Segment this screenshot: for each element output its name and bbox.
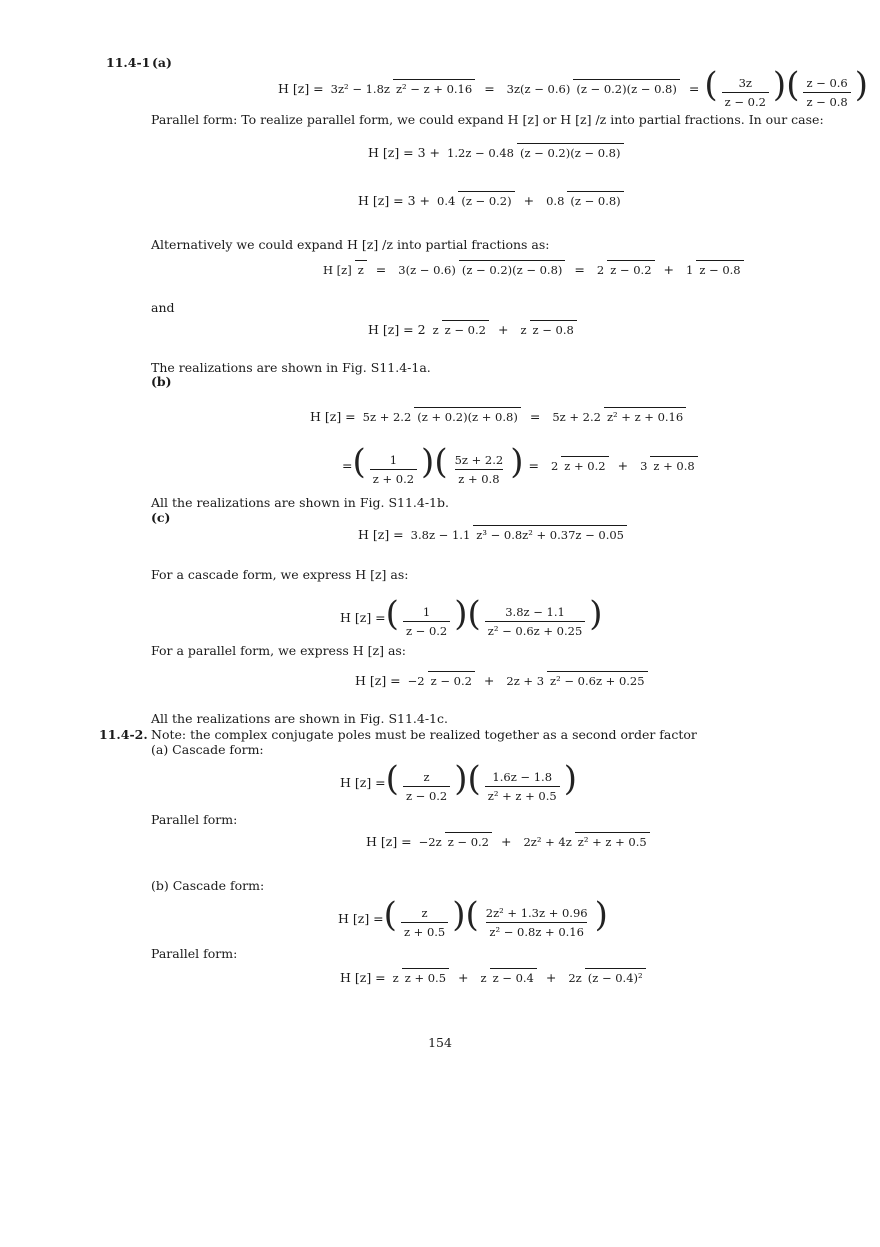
equation: H [z] = 3 + 1.2z − 0.48 (z − 0.2)(z − 0.8) [368,145,628,160]
fraction: 0.4 (z − 0.2) [434,194,515,208]
fraction: 2z (z − 0.4)² [565,971,645,985]
fraction: $\frac{1.6z - 1.8}{\text{z² + z + 0.5}}$ [485,770,560,803]
paragraph: Parallel form: [151,946,238,961]
page-number: 154 [428,1035,452,1050]
fraction: 3(z − 0.6) (z − 0.2)(z − 0.8) [395,263,565,277]
fraction: $\frac{z}{z + 0.5}$ [401,906,448,939]
equation: H [z] = 3.8z − 1.1 z³ − 0.8z² + 0.37z − 0.05 [358,527,631,542]
equation: H [z] = 3z² − 1.8z z² − z + 0.16 = 3z(z − 0.6) (z − 0.2)(z − 0.8) = ( $\frac{3z}{z - 0.2}$ ) ( $\frac{z - 0.6}{z - 0.8}$ ) [278,65,869,109]
equation: H [z] = 3 + 0.4 (z − 0.2) + 0.8 (z − 0.8) [358,193,628,208]
fraction: $\frac{1}{z - 0.2}$ [403,605,450,638]
problem-label: 11.4-2. [99,727,148,742]
part-label: (b) [151,374,172,389]
fraction: −2 z − 0.2 [405,674,475,688]
fraction: 2z + 3 z² − 0.6z + 0.25 [503,674,647,688]
equation: = ( $\frac{1}{z + 0.2}$ ) ( $\frac{5z + 2.2}{z + 0.8}$ ) = 2 z + 0.2 + 3 z + 0.8 [342,445,702,486]
fraction: 2 z − 0.2 [594,263,655,277]
part-label: (a) Cascade form: [151,742,264,757]
fraction: z z − 0.4 [478,971,537,985]
fraction: 1.2z − 0.48 (z − 0.2)(z − 0.8) [444,146,623,160]
paragraph: For a cascade form, we express H [z] as: [151,567,409,582]
fraction: 5z + 2.2 z² + z + 0.16 [549,410,686,424]
fraction: $\frac{1}{z + 0.2}$ [370,453,417,486]
paragraph: Parallel form: To realize parallel form, we could expand H [z] or H [z] /z into partial fractions. In our case: [151,112,824,127]
paragraph: All the realizations are shown in Fig. S11.4-1c. [151,711,448,726]
fraction: z z − 0.2 [430,323,489,337]
paragraph: Parallel form: [151,812,238,827]
equation: H [z] = ( $\frac{z}{z + 0.5}$ ) ( $\frac{\text{2z² + 1.3z + 0.96}}{\text{z² − 0.8z + 0.16}}$ ) [338,895,608,939]
equation: H [z] z = 3(z − 0.6) (z − 0.2)(z − 0.8) = 2 z − 0.2 + 1 z − 0.8 [316,262,748,277]
equation: H [z] = −2z z − 0.2 + 2z² + 4z z² + z + 0.5 [366,834,654,849]
paragraph: Alternatively we could expand H [z] /z into partial fractions as: [151,237,550,252]
paragraph: The realizations are shown in Fig. S11.4-1a. [151,360,431,375]
fraction: −2z z − 0.2 [416,835,492,849]
part-label: (b) Cascade form: [151,878,265,893]
problem-label: 11.4-1 [106,55,151,70]
paragraph: and [151,300,175,315]
fraction: 0.8 (z − 0.8) [543,194,624,208]
fraction: $\frac{z}{z - 0.2}$ [403,770,450,803]
equation: H [z] = ( $\frac{z}{z - 0.2}$ ) ( $\frac{1.6z - 1.8}{\text{z² + z + 0.5}}$ ) [340,759,577,803]
equation: H [z] = −2 z − 0.2 + 2z + 3 z² − 0.6z + 0.25 [355,673,652,688]
fraction: $\frac{z - 0.6}{z - 0.8}$ [803,76,850,109]
fraction: z z − 0.8 [517,323,576,337]
fraction: H [z] z [320,263,367,277]
equation: H [z] = 2 z z − 0.2 + z z − 0.8 [368,322,581,337]
fraction: 3z² − 1.8z z² − z + 0.16 [328,82,476,96]
fraction: $\frac{3.8z - 1.1}{\text{z² − 0.6z + 0.25}}$ [485,605,586,638]
fraction: 2 z + 0.2 [548,459,609,473]
fraction: 1 z − 0.8 [683,263,744,277]
paragraph: All the realizations are shown in Fig. S11.4-1b. [151,495,449,510]
fraction: 5z + 2.2 (z + 0.2)(z + 0.8) [360,410,521,424]
part-label: (a) [152,55,172,70]
equation: H [z] = ( $\frac{1}{z - 0.2}$ ) ( $\frac{3.8z - 1.1}{\text{z² − 0.6z + 0.25}}$ ) [340,594,603,638]
eq-lhs: H [z] = [278,81,324,96]
fraction: 3.8z − 1.1 z³ − 0.8z² + 0.37z − 0.05 [408,528,627,542]
fraction: z z + 0.5 [390,971,449,985]
equation: H [z] = 5z + 2.2 (z + 0.2)(z + 0.8) = 5z + 2.2 z² + z + 0.16 [310,409,690,424]
fraction: $\frac{5z + 2.2}{z + 0.8}$ [454,453,504,486]
part-label: (c) [151,510,171,525]
fraction: $\frac{\text{2z² + 1.3z + 0.96}}{\text{z² − 0.8z + 0.16}}$ [485,906,588,939]
equation: H [z] = z z + 0.5 + z z − 0.4 + 2z (z − 0.4)² [340,970,650,985]
paragraph: Note: the complex conjugate poles must be realized together as a second order factor [151,727,697,742]
fraction: 2z² + 4z z² + z + 0.5 [520,835,649,849]
fraction: 3z(z − 0.6) (z − 0.2)(z − 0.8) [504,82,680,96]
fraction: 3 z + 0.8 [637,459,698,473]
paragraph: For a parallel form, we express H [z] as: [151,643,407,658]
fraction: $\frac{3z}{z - 0.2}$ [722,76,769,109]
